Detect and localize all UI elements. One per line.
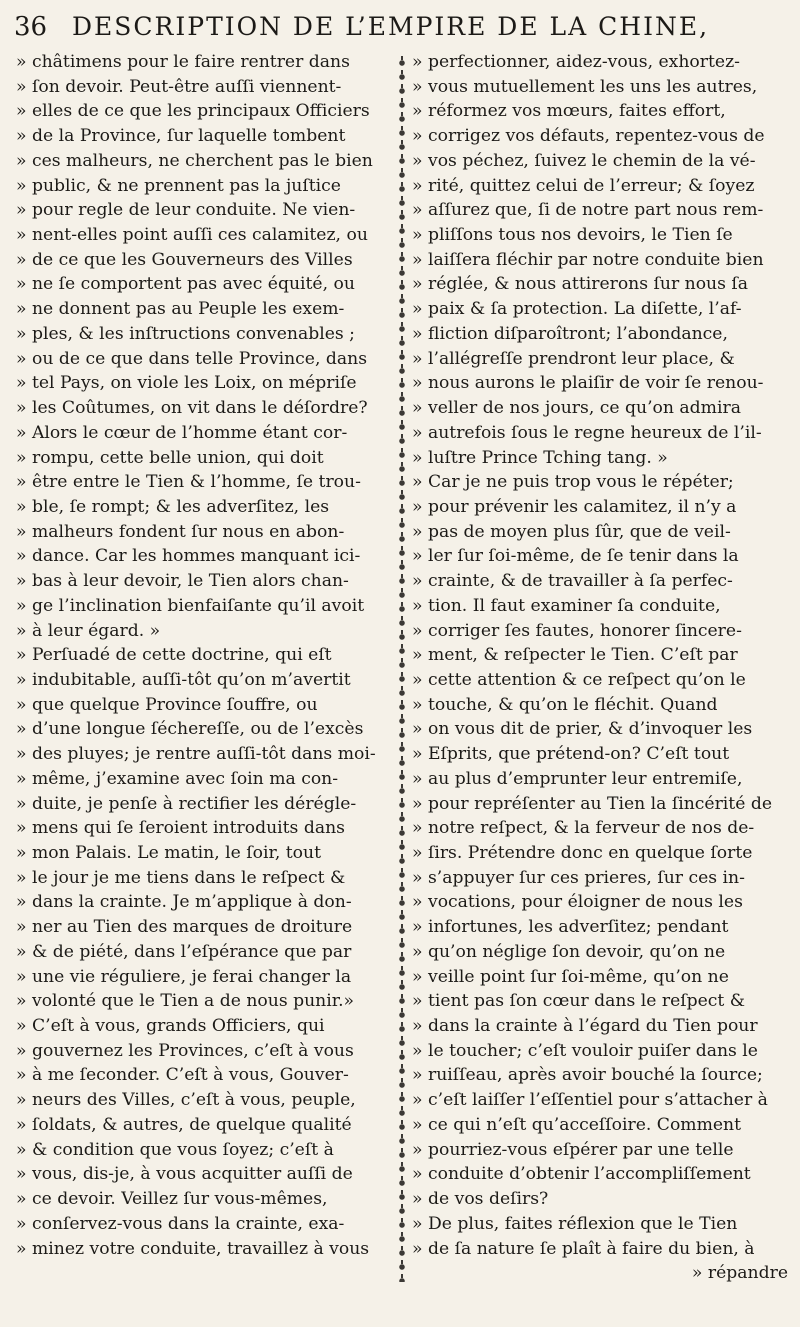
text-line: » même, j’examine avec ſoin ma con- — [16, 768, 339, 789]
text-line: » ne donnent pas au Peuple les exem- — [16, 299, 345, 320]
text-line: » Car je ne puis trop vous le répéter; — [412, 472, 734, 493]
right-column — [412, 50, 788, 1286]
text-line: » au plus d’emprunter leur entremiſe, — [412, 768, 743, 789]
left-column — [16, 50, 392, 1261]
text-line: » minez votre conduite, travaillez à vous — [16, 1238, 370, 1259]
text-line: » l’allégreſſe prendront leur place, & — [412, 348, 735, 369]
text-line: » bas à leur devoir, le Tien alors chan- — [16, 571, 349, 592]
text-line: » rité, quittez celui de l’erreur; & ſoyez — [412, 175, 755, 196]
text-line: » pliſſons tous nos devoirs, le Tien ſe — [412, 225, 733, 246]
text-line: » laiſſera fléchir par notre conduite bien — [412, 249, 764, 270]
text-line: » duite, je penſe à rectifier les dérégle- — [16, 793, 357, 814]
text-line: » Alors le cœur de l’homme étant cor- — [16, 422, 348, 443]
text-line: » indubitable, auſſi-tôt qu’on m’avertit — [16, 669, 351, 690]
text-line: » ler ſur ſoi-même, de ſe tenir dans la — [412, 546, 739, 567]
text-line: » ne ſe comportent pas avec équité, ou — [16, 274, 355, 295]
text-line: » être entre le Tien & l’homme, ſe trou- — [16, 472, 361, 493]
running-title: DESCRIPTION DE L’EMPIRE DE LA CHINE, — [72, 12, 710, 41]
text-line: » De plus, faites réflexion que le Tien — [412, 1213, 738, 1234]
page-number: 36 — [14, 12, 48, 42]
text-line: » le toucher; c’eſt vouloir puiſer dans le — [412, 1040, 758, 1061]
text-line: » le jour je me tiens dans le reſpect & — [16, 867, 346, 888]
text-line: » pas de moyen plus ſûr, que de veil- — [412, 521, 731, 542]
text-line: » dance. Car les hommes manquant ici- — [16, 546, 361, 567]
text-line: » corriger ſes fautes, honorer ſincere- — [412, 620, 742, 641]
text-line: » c’eſt laiſſer l’eſſentiel pour s’attacher à — [412, 1090, 768, 1111]
text-line: » ſon devoir. Peut-être auſſi viennent- — [16, 76, 342, 97]
text-line: » ce devoir. Veillez ſur vous-mêmes, — [16, 1189, 328, 1210]
catchword: » répandre — [691, 1263, 788, 1284]
text-line: » ples, & les inſtructions convenables ; — [16, 323, 355, 344]
text-line: » tel Pays, on viole les Loix, on mépriſe — [16, 373, 357, 394]
text-line: » public, & ne prennent pas la juſtice — [16, 175, 341, 196]
text-line: » touche, & qu’on le fléchit. Quand — [412, 694, 718, 715]
text-line: » perfectionner, aidez-vous, exhortez- — [412, 52, 740, 72]
text-line: » réformez vos mœurs, faites effort, — [412, 101, 726, 122]
text-line: » vous, dis-je, à vous acquitter auſſi de — [16, 1164, 353, 1185]
text-line: » malheurs fondent ſur nous en abon- — [16, 521, 345, 542]
text-line: » pour repréſenter au Tien la ſincérité de — [412, 793, 773, 814]
text-line: » Perſuadé de cette doctrine, qui eſt — [16, 645, 332, 666]
text-line: » pour regle de leur conduite. Ne vien- — [16, 200, 356, 221]
text-line: » Eſprits, que prétend-on? C’eſt tout — [412, 744, 730, 765]
text-line: » pourriez-vous eſpérer par une telle — [412, 1139, 734, 1160]
text-line: » cette attention & ce reſpect qu’on le — [412, 669, 746, 690]
text-line: » réglée, & nous attirerons ſur nous ſa — [412, 274, 749, 295]
text-line: » paix & ſa protection. La diſette, l’af- — [412, 299, 742, 320]
text-line: » de ſa nature ſe plaît à faire du bien, à — [412, 1238, 755, 1259]
text-line: » ce qui n’eſt qu’acceſſoire. Comment — [412, 1114, 742, 1135]
text-line: » vocations, pour éloigner de nous les — [412, 892, 743, 913]
text-line: » que quelque Province ſouffre, ou — [16, 694, 318, 715]
text-line: » qu’on néglige ſon devoir, qu’on ne — [412, 941, 726, 962]
text-line: » ruiſſeau, après avoir bouché la ſource; — [412, 1065, 763, 1086]
text-line: » autrefois ſous le regne heureux de l’il- — [412, 422, 762, 443]
page-header — [14, 12, 794, 48]
text-line: » tion. Il faut examiner ſa conduite, — [412, 595, 721, 616]
text-line: » à me ſeconder. C’eſt à vous, Gouver- — [16, 1065, 349, 1086]
text-line: » ner au Tien des marques de droiture — [16, 917, 353, 938]
text-line: » de ce que les Gouverneurs des Villes — [16, 249, 353, 270]
text-line: » ſoldats, & autres, de quelque qualité — [16, 1114, 352, 1135]
text-line: » d’une longue ſéchereſſe, ou de l’excès — [16, 719, 364, 740]
text-line: » s’appuyer ſur ces prieres, ſur ces in- — [412, 867, 745, 888]
text-line: » gouvernez les Provinces, c’eſt à vous — [16, 1040, 354, 1061]
text-line: » ſirs. Prétendre donc en quelque ſorte — [412, 843, 753, 863]
text-line: » pour prévenir les calamitez, il n’y a — [412, 496, 737, 517]
text-line: » corrigez vos défauts, repentez-vous de — [412, 126, 765, 147]
text-line: » volonté que le Tien a de nous punir.» — [16, 991, 355, 1012]
text-line: » des pluyes; je rentre auſſi-tôt dans moi- — [16, 744, 376, 765]
text-line: » conduite d’obtenir l’accompliſſement — [412, 1164, 751, 1185]
text-line: » tient pas ſon cœur dans le reſpect & — [412, 991, 746, 1012]
text-line: » & de piété, dans l’eſpérance que par — [16, 941, 352, 962]
text-line: » mens qui ſe ſeroient introduits dans — [16, 818, 345, 839]
text-line: » aſſurez que, ſi de notre part nous rem- — [412, 200, 764, 221]
text-line: » ble, ſe rompt; & les adverſitez, les — [16, 496, 330, 517]
text-line: » crainte, & de travailler à ſa perfec- — [412, 571, 733, 592]
ornamental-column-divider — [394, 56, 410, 1282]
text-line: » ge l’inclination bienfaiſante qu’il avoit — [16, 595, 365, 616]
text-line: » elles de ce que les principaux Officiers — [16, 101, 370, 122]
text-line: » C’eſt à vous, grands Officiers, qui — [16, 1016, 325, 1037]
text-line: » notre reſpect, & la ferveur de nos de- — [412, 818, 755, 839]
text-line: » à leur égard. » — [16, 620, 161, 641]
text-line: » conſervez-vous dans la crainte, exa- — [16, 1213, 345, 1234]
text-line: » vous mutuellement les uns les autres, — [412, 76, 758, 97]
text-line: » fliction diſparoîtront; l’abondance, — [412, 323, 728, 344]
text-line: » ces malheurs, ne cherchent pas le bien — [16, 150, 373, 171]
text-line: » ou de ce que dans telle Province, dans — [16, 348, 368, 369]
text-line: » rompu, cette belle union, qui doit — [16, 447, 324, 468]
text-line: » nent-elles point auſſi ces calamitez, ou — [16, 225, 368, 246]
text-line: » veller de nos jours, ce qu’on admira — [412, 398, 741, 419]
text-line: » de vos deſirs? — [412, 1189, 549, 1210]
text-line: » infortunes, les adverſitez; pendant — [412, 917, 729, 938]
text-line: » luſtre Prince Tching tang. » — [412, 447, 668, 468]
text-line: » châtimens pour le faire rentrer dans — [16, 52, 350, 72]
text-line: » mon Palais. Le matin, le ſoir, tout — [16, 843, 322, 863]
text-line: » & condition que vous ſoyez; c’eſt à — [16, 1139, 334, 1160]
text-line: » ment, & reſpecter le Tien. C’eſt par — [412, 645, 738, 666]
text-line: » veille point ſur ſoi-même, qu’on ne — [412, 966, 729, 987]
text-line: » neurs des Villes, c’eſt à vous, peuple, — [16, 1090, 356, 1111]
text-line: » vos péchez, ſuivez le chemin de la vé- — [412, 150, 756, 171]
text-line: » une vie réguliere, je ferai changer la — [16, 966, 352, 987]
text-line: » on vous dit de prier, & d’invoquer les — [412, 719, 753, 740]
text-line: » de la Province, ſur laquelle tombent — [16, 126, 346, 147]
text-line: » dans la crainte à l’égard du Tien pour — [412, 1016, 758, 1037]
text-line: » les Coûtumes, on vit dans le déſordre? — [16, 398, 368, 419]
text-line: » nous aurons le plaiſir de voir ſe renou- — [412, 373, 764, 394]
text-line: » dans la crainte. Je m’applique à don- — [16, 892, 352, 913]
